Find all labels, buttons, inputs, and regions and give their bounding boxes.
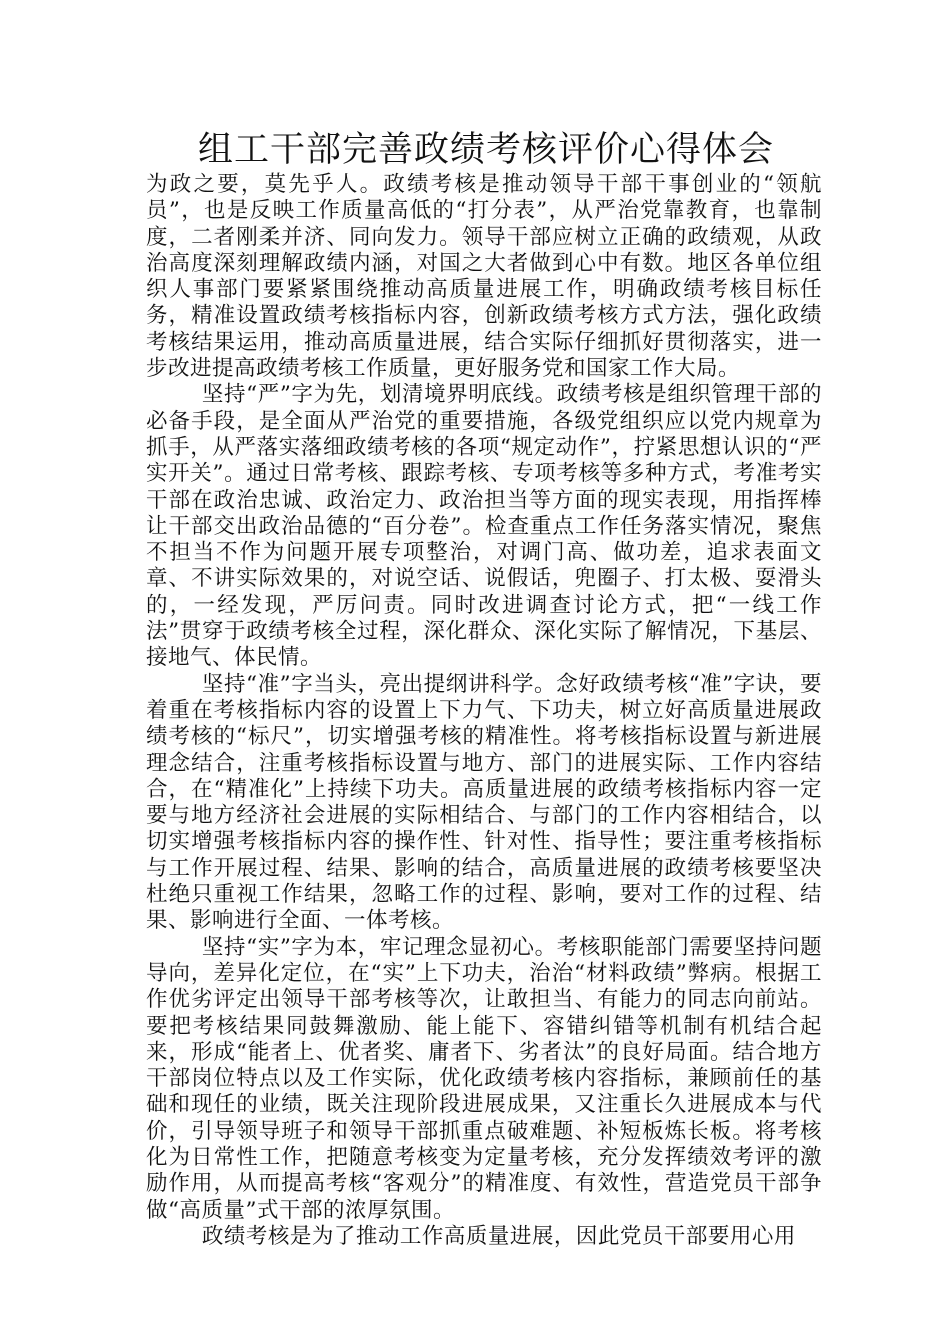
document-page (146, 128, 822, 1250)
paragraph-accurate: 坚持“准”字当头，亮出提纲讲科学。念好政绩考核“准”字诀，要着重在考核指标内容的设置上下力气、下功夫，树立好高质量进展政绩考核的“标尺”，切实增强考核的精准性。将考核指标设置与新进展理念结合，注重考核指标设置与地方、部门的进展实际、工作内容结合，在“精准化”上持续下功夫。高质量进展的政绩考核指标内容一定要与地方经济社会进展的实际相结合、与部门的工作内容相结合，以切实增强考核指标内容的操作性、针对性、指导性；要注重考核指标与工作开展过程、结果、影响的结合，高质量进展的政绩考核要坚决杜绝只重视工作结果，忽略工作的过程、影响，要对工作的过程、结果、影响进行全面、一体考核。 (146, 671, 822, 934)
document-body (146, 172, 822, 1250)
paragraph-intro: 为政之要，莫先乎人。政绩考核是推动领导干部干事创业的“领航员”，也是反映工作质量高低的“打分表”，从严治党靠教育，也靠制度，二者刚柔并济、同向发力。领导干部应树立正确的政绩观，从政治高度深刻理解政绩内涵，对国之大者做到心中有数。地区各单位组织人事部门要紧紧围绕推动高质量进展工作，明确政绩考核目标任务，精准设置政绩考核指标内容，创新政绩考核方式方法，强化政绩考核结果运用，推动高质量进展，结合实际仔细抓好贯彻落实，进一步改进提高政绩考核工作质量，更好服务党和国家工作大局。 (146, 172, 822, 382)
document-title: 组工干部完善政绩考核评价心得体会 (197, 130, 774, 170)
paragraph-practical: 坚持“实”字为本，牢记理念显初心。考核职能部门需要坚持问题导向，差异化定位，在“实”上下功夫，治治“材料政绩”弊病。根据工作优劣评定出领导干部考核等次，让敢担当、有能力的同志向前站。要把考核结果同鼓舞激励、能上能下、容错纠错等机制有机结合起来，形成“能者上、优者奖、庸者下、劣者汰”的良好局面。结合地方干部岗位特点以及工作实际，优化政绩考核内容指标，兼顾前任的基础和现任的业绩，既关注现阶段进展成果，又注重长久进展成本与代价，引导领导班子和领导干部抓重点破难题、补短板炼长板。将考核化为日常性工作，把随意考核变为定量考核，充分发挥绩效考评的激励作用，从而提高考核“客观分”的精准度、有效性，营造党员干部争做“高质量”式干部的浓厚氛围。 (146, 934, 823, 1223)
paragraph-closing: 政绩考核是为了推动工作高质量进展，因此党员干部要用心用 (201, 1223, 796, 1249)
paragraph-strict: 坚持“严”字为先，划清境界明底线。政绩考核是组织管理干部的必备手段，是全面从严治党的重要措施，各级党组织应以党内规章为抓手，从严落实落细政绩考核的各项“规定动作”，拧紧思想认识的“严实开关”。通过日常考核、跟踪考核、专项考核等多种方式，考准考实干部在政治忠诚、政治定力、政治担当等方面的现实表现，用指挥棒让干部交出政治品德的“百分卷”。检查重点工作任务落实情况，聚焦不担当不作为问题开展专项整治，对调门高、做功差，追求表面文章、不讲实际效果的，对说空话、说假话，兜圈子、打太极、耍滑头的，一经发现，严厉问责。同时改进调查讨论方式，把“一线工作法”贯穿于政绩考核全过程，深化群众、深化实际了解情况，下基层、接地气、体民情。 (146, 382, 822, 671)
